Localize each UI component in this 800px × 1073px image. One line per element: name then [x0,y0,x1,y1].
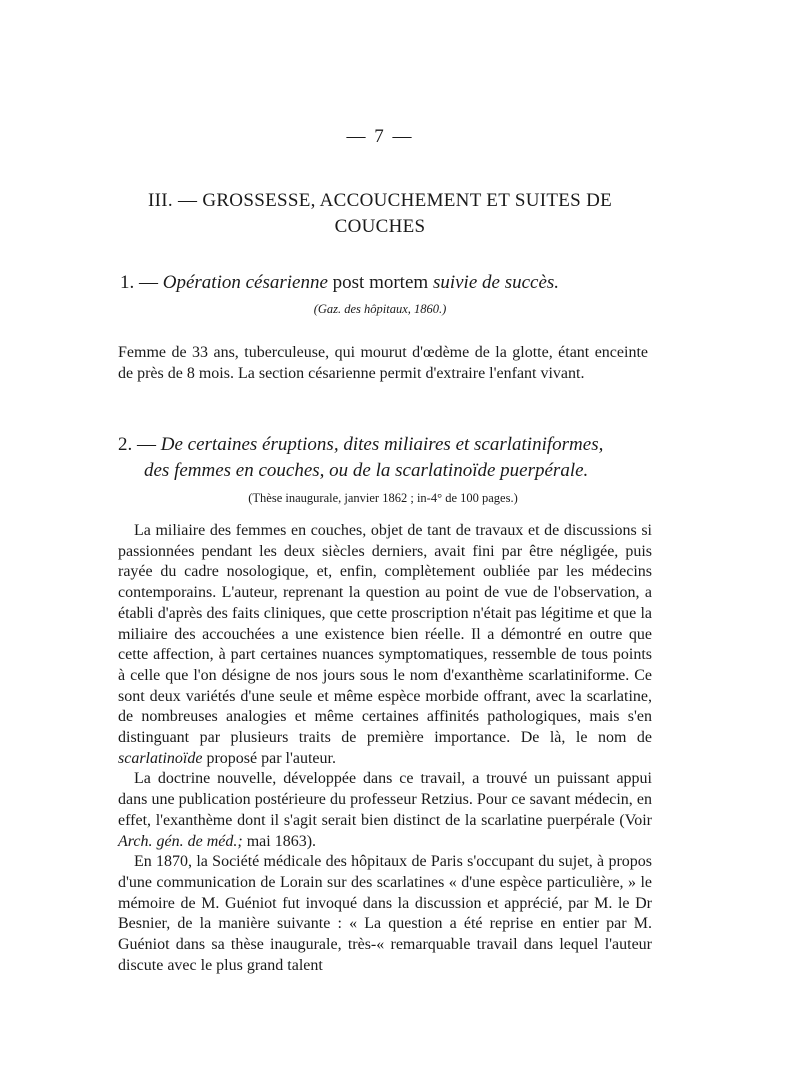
article-1-title-part3: suivie de succès. [432,272,560,293]
article-1-title-part1: Opération césarienne [162,272,328,293]
article-2-paragraph-1 [118,521,652,769]
article-2-title-line2: des femmes en couches, ou de la scarlatinoïde puerpérale. [144,460,589,481]
article-1-number: 1. — [120,272,158,293]
article-1-title-part2: post mortem [332,272,429,293]
article-1-body: Femme de 33 ans, tuberculeuse, qui mourut d'œdème de la glotte, étant enceinte de près de 8 mois. La section césarienne permit d'extraire l'enfant vivant. [118,344,648,382]
paragraph-2-text: La doctrine nouvelle, développée dans ce travail, a trouvé un puissant appui dans une publication postérieure du professeur Retzius. Pour ce savant médecin, en effet, l'exanthème dont il s'agit serait bien distinct de la scarlatine puerpérale (Voir [118,770,652,829]
chapter-title: III. — GROSSESSE, ACCOUCHEMENT ET SUITES DE COUCHES [147,190,612,237]
paragraph-2-reference: Arch. gén. de méd.; [118,832,243,850]
article-2-paragraph-2 [118,769,652,852]
page-number: — 7 — [346,126,414,147]
paragraph-1-text-end: proposé par l'auteur. [206,749,336,767]
paragraph-2-text-end: mai 1863). [246,832,317,850]
paragraph-1-text: La miliaire des femmes en couches, objet de tant de travaux et de discussions si passionnées pendant les deux siècles derniers, avait fini par être négligée, puis rayée du cadre nosologique, et, enfin, complètement oubliée par les médecins contemporains. L'auteur, reprenant la question au point de vue de l'observation, a établi d'après des faits cliniques, que cette proscription n'était pas légitime et que la miliaire des accouchées a une existence bien réelle. Il a démontré en outre que cette affection, à part certaines nuances symptomatiques, ressemble de tous points à celle que l'on désigne de nos jours sous le nom d'exanthème scarlatiniforme. Ce sont deux variétés d'une seule et même espèce morbide offrant, avec la scarlatine, de nombreuses analogies et même certaines affinités pathologiques, mais s'en distinguant par plusieurs traits de première importance. De là, le nom de [118,522,652,747]
article-2-title [118,432,648,484]
article-2-title-line1: De certaines éruptions, dites miliaires et scarlatiniformes, [160,434,604,455]
paragraph-1-term: scarlatinoïde [118,749,203,767]
article-2-source: (Thèse inaugurale, janvier 1862 ; in-4° de 100 pages.) [248,491,518,505]
article-2-paragraph-3: En 1870, la Société médicale des hôpitaux de Paris s'occupant du sujet, à propos d'une communication de Lorain sur des scarlatines « d'une espèce particulière, » le mémoire de M. Guéniot fut invoqué dans la discussion et apprécié, par M. le Dr Besnier, de la manière suivante : « La question a été reprise en entier par M. Guéniot dans sa thèse inaugurale, très-« remarquable travail dans lequel l'auteur discute avec le plus grand talent [118,853,652,974]
article-1-title [120,271,640,295]
article-2-body [118,521,652,976]
article-2-number: 2. — [118,434,156,455]
article-1-source: (Gaz. des hôpitaux, 1860.) [313,302,447,316]
